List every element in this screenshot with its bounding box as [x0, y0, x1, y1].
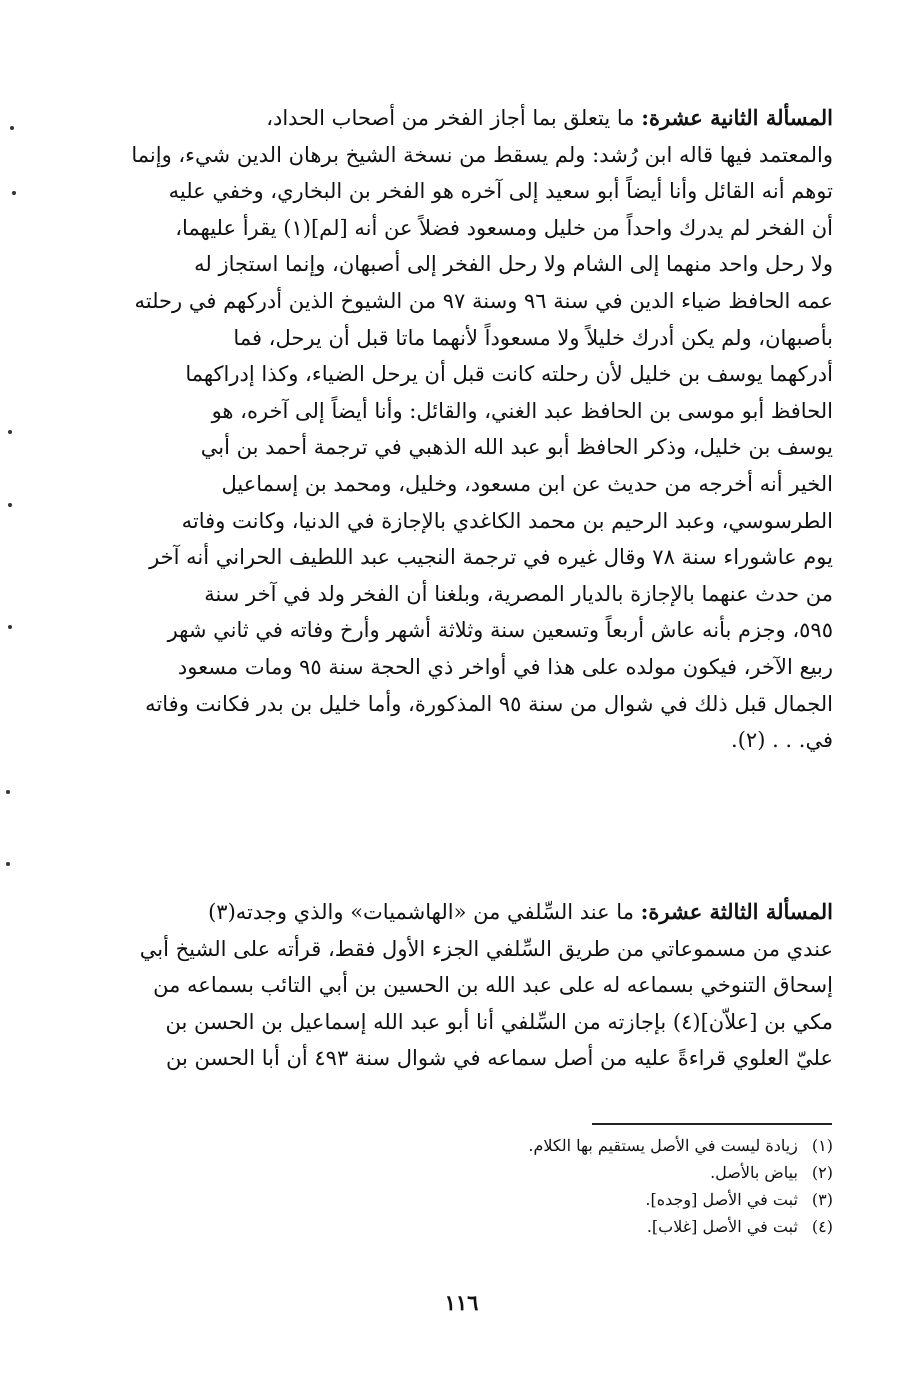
scan-speck	[8, 430, 12, 434]
text-line: أدركهما يوسف بن خليل لأن رحلته كانت قبل أن يرحل الضياء، وكذا إدراكهما	[185, 362, 833, 387]
text-line: ولا رحل واحد منهما إلى الشام ولا رحل الفخر إلى أصبهان، وإنما استجاز له	[194, 252, 833, 277]
text-line: الطرسوسي، وعبد الرحيم بن محمد الكاغدي بالإجازة في الدنيا، وكانت وفاته	[181, 508, 833, 533]
text-line: في. . . (٢).	[731, 728, 833, 753]
footnote	[88, 1159, 833, 1186]
page-number: ١١٦	[444, 1290, 479, 1315]
footnote	[88, 1213, 833, 1240]
text-line: يوسف بن خليل، وذكر الحافظ أبو عبد الله الذهبي في ترجمة أحمد بن أبي	[200, 435, 833, 460]
footnotes	[88, 1132, 833, 1240]
text-line: المسألة الثانية عشرة: ما يتعلق بما أجاز الفخر من أصحاب الحداد،	[266, 105, 833, 130]
text-line: يوم عاشوراء سنة ٧٨ وقال غيره في ترجمة النجيب عبد اللطيف الحراني أنه آخر	[149, 545, 833, 570]
text-line: من حدث عنهما بالإجازة بالديار المصرية، وبلغنا أن الفخر ولد في آخر سنة	[204, 581, 833, 606]
scan-speck	[10, 126, 14, 130]
text-line: الخير أنه أخرجه من حديث عن ابن مسعود، وخليل، ومحمد بن إسماعيل	[221, 471, 833, 496]
text-line: بأصبهان، ولم يكن أدرك خليلاً ولا مسعوداً لأنهما ماتا قبل أن يرحل، فما	[233, 325, 833, 350]
text-line: ٥٩٥، وجزم بأنه عاش أربعاً وتسعين سنة وثلاثة أشهر وأرخ وفاته في ثاني شهر	[167, 618, 833, 643]
text-line: عليّ العلوي قراءةً عليه من أصل سماعه في شوال سنة ٤٩٣ أن أبا الحسن بن	[166, 1046, 833, 1071]
issue-thirteen-paragraph	[88, 894, 833, 1077]
scan-speck	[6, 862, 10, 866]
text-line: المسألة الثالثة عشرة: ما عند السِّلفي من «الهاشميات» والذي وجدته(٣)	[208, 899, 833, 924]
text-line: الحافظ أبو موسى بن الحافظ عبد الغني، والقائل: وأنا أيضاً إلى آخره، هو	[211, 398, 833, 423]
section-heading: المسألة الثانية عشرة:	[641, 105, 833, 130]
text-line: توهم أنه القائل وأنا أيضاً أبو سعيد إلى آخره هو الفخر بن البخاري، وخفي عليه	[168, 179, 833, 204]
footnote-number: (٤)	[811, 1217, 833, 1236]
section-heading: المسألة الثالثة عشرة:	[640, 899, 833, 924]
footnote-number: (٣)	[811, 1190, 833, 1209]
footnote	[88, 1186, 833, 1213]
footnote-text: ثبت في الأصل [وجده].	[645, 1190, 798, 1209]
text-line: عمه الحافظ ضياء الدين في سنة ٩٦ وسنة ٩٧ من الشيوخ الذين أدركهم في رحلته	[134, 288, 833, 313]
issue-twelve-paragraph	[88, 100, 833, 759]
text-line: الجمال قبل ذلك في شوال من سنة ٩٥ المذكورة، وأما خليل بن بدر فكانت وفاته	[145, 691, 833, 716]
footnote-text: زيادة ليست في الأصل يستقيم بها الكلام.	[528, 1136, 798, 1155]
scan-speck	[6, 790, 10, 794]
footnote-number: (٢)	[811, 1163, 833, 1182]
scan-speck	[8, 503, 12, 507]
footnote-divider	[592, 1123, 832, 1125]
text-line: عندي من مسموعاتي من طريق السِّلفي الجزء الأول فقط، قرأته على الشيخ أبي	[139, 936, 833, 961]
footnote-number: (١)	[811, 1136, 833, 1155]
footnote-text: بياض بالأصل.	[710, 1163, 798, 1182]
text-line: أن الفخر لم يدرك واحداً من خليل ومسعود فضلاً عن أنه [لم](١) يقرأ عليهما،	[175, 215, 833, 240]
footnote-text: ثبت في الأصل [غلاب].	[646, 1217, 798, 1236]
scan-speck	[12, 191, 16, 195]
scan-speck	[8, 625, 12, 629]
text-line: ربيع الآخر، فيكون مولده على هذا في أواخر ذي الحجة سنة ٩٥ ومات مسعود	[177, 654, 833, 679]
text-line: إسحاق التنوخي بسماعه له على عبد الله بن الحسين بن أبي التائب بسماعه من	[153, 973, 833, 998]
footnote	[88, 1132, 833, 1159]
text-line: مكي بن [علاّن](٤) بإجازته من السِّلفي أنا أبو عبد الله إسماعيل بن الحسن بن	[165, 1009, 833, 1034]
text-line: والمعتمد فيها قاله ابن رُشد: ولم يسقط من نسخة الشيخ برهان الدين شيء، وإنما	[131, 142, 833, 167]
